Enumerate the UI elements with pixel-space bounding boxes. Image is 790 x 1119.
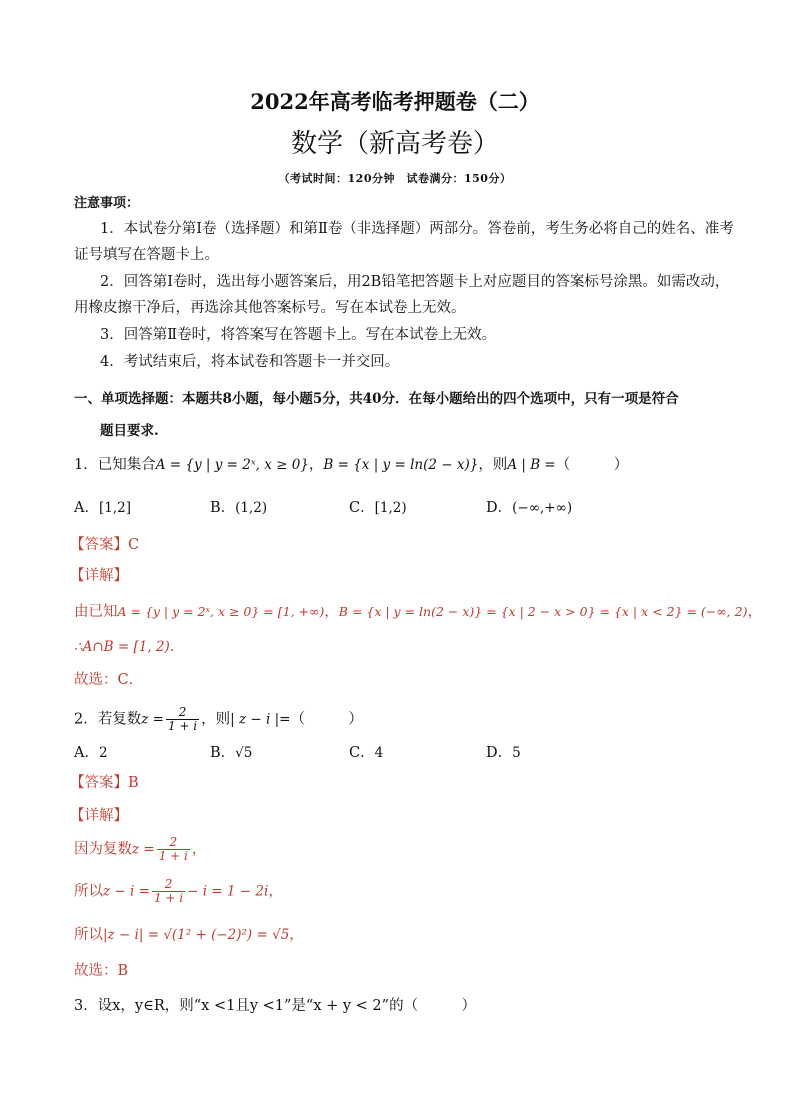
q2-option-a: A．2 (74, 745, 108, 761)
exam-title: 2022年高考临考押题卷（二） (250, 89, 540, 114)
q1-set-a: A = {y | y = 2ˣ, x ≥ 0} (155, 457, 309, 473)
q1-ask-prefix: ，则 (478, 457, 508, 473)
q2-conclusion: 故选：B (74, 963, 129, 979)
q1-detail-label: 【详解】 (70, 568, 128, 584)
q1-conclusion: 故选：C． (74, 672, 144, 688)
q2-fraction: $\frac{2}{1 + i}$ (167, 705, 198, 733)
q1-set-b: B = {x | y = ln(2 − x)} (323, 457, 479, 473)
notice-item-1-cont: 证号填写在答题卡上。 (74, 247, 219, 263)
notice-item-4: 4．考试结束后，将本试卷和答题卡一并交回。 (100, 354, 400, 370)
question-2: 2．若复数z = $\frac{2}{1 + i}$ ，则| z − i |=（ ） (74, 705, 363, 733)
q2-answer: 【答案】B (70, 775, 139, 791)
q1-option-a: A．[1,2] (74, 500, 131, 516)
notice-item-3: 3．回答第Ⅱ卷时，将答案写在答题卡上。写在本试卷上无效。 (100, 327, 497, 343)
section-1-heading: 一、单项选择题：本题共8小题，每小题5分，共40分．在每小题给出的四个选项中，只有一项是符合 (74, 391, 679, 407)
q1-detail-line-2: ∴A∩B = [1, 2)． (74, 639, 185, 655)
exam-info: （考试时间：120分钟 试卷满分：150分） (278, 172, 512, 185)
q1-detail-line-1: 由已知A = {y | y = 2ˣ, x ≥ 0} = [1, +∞)，B = {x | y = ln(2 − x)} = {x | 2 − x > 0} = {x | x < 2} = (−∞, 2)， (74, 604, 762, 620)
q2-step2-fraction: $\frac{2}{1 + i}$ (153, 877, 184, 905)
q1-ask-suffix: （ ） (555, 457, 629, 473)
q2-detail-step-2: 所以z − i = $\frac{2}{1 + i}$ − i = 1 − 2i， (74, 877, 283, 905)
q1-option-b: B．(1,2) (210, 500, 268, 516)
notice-item-1: 1．本试卷分第Ⅰ卷（选择题）和第Ⅱ卷（非选择题）两部分。答卷前，考生务必将自己的姓名、准考 (100, 221, 734, 237)
q2-option-d: D．5 (486, 745, 521, 761)
q2-detail-step-1: 因为复数z = $\frac{2}{1 + i}$ ， (74, 835, 207, 863)
q1-option-c: C．[1,2) (349, 500, 407, 516)
exam-subject: 数学（新高考卷） (290, 129, 499, 159)
notice-heading: 注意事项： (74, 196, 140, 211)
q1-answer: 【答案】C (70, 537, 140, 553)
q1-option-d: D．(−∞,+∞) (486, 500, 573, 516)
q2-option-b: B．√5 (210, 745, 253, 761)
q2-option-c: C．4 (349, 745, 384, 761)
notice-item-2: 2．回答第Ⅰ卷时，选出每小题答案后，用2B铅笔把答题卡上对应题目的答案标号涂黑。如需改动， (100, 274, 730, 290)
question-3: 3．设x，y∈R，则“x <1且y <1”是“x + y < 2”的（ ） (74, 998, 477, 1014)
question-1 (74, 455, 628, 475)
notice-item-2-cont: 用橡皮擦干净后，再选涂其他答案标号。写在本试卷上无效。 (74, 300, 466, 316)
q2-detail-label: 【详解】 (70, 808, 128, 824)
q2-step1-fraction: $\frac{2}{1 + i}$ (158, 835, 188, 863)
q1-prefix: 1．已知集合 (74, 457, 156, 473)
q1-ask-math: A | B = (507, 457, 556, 473)
q2-detail-step-3: 所以|z − i| = √(1² + (−2)²) = √5， (74, 927, 304, 943)
q1-separator: ， (308, 457, 324, 473)
section-1-heading-cont: 题目要求. (100, 423, 159, 439)
